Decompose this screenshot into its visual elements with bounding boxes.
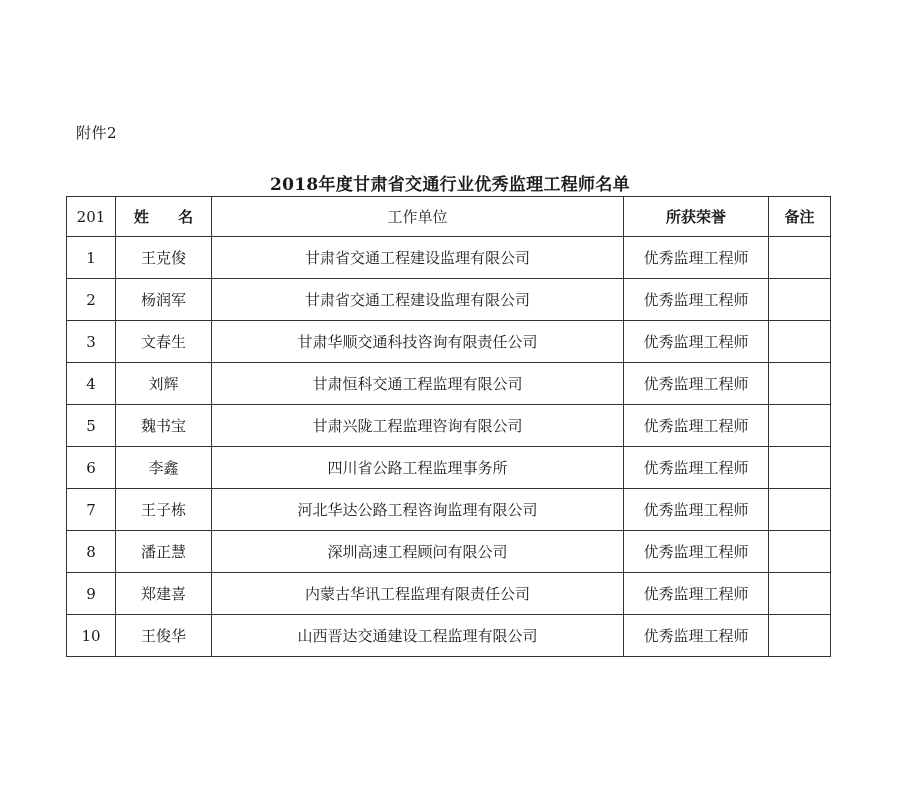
- row-number: 2: [67, 279, 116, 321]
- row-work-unit: 甘肃省交通工程建设监理有限公司: [212, 279, 624, 321]
- row-number: 8: [67, 531, 116, 573]
- header-honor: 所获荣誉: [624, 197, 769, 237]
- row-number: 3: [67, 321, 116, 363]
- row-remark: [769, 321, 831, 363]
- row-honor: 优秀监理工程师: [624, 489, 769, 531]
- row-remark: [769, 489, 831, 531]
- row-honor: 优秀监理工程师: [624, 363, 769, 405]
- row-honor: 优秀监理工程师: [624, 573, 769, 615]
- row-work-unit: 甘肃恒科交通工程监理有限公司: [212, 363, 624, 405]
- row-work-unit: 河北华达公路工程咨询监理有限公司: [212, 489, 624, 531]
- row-number: 7: [67, 489, 116, 531]
- row-number: 10: [67, 615, 116, 657]
- row-number: 4: [67, 363, 116, 405]
- table-row: [67, 237, 831, 279]
- row-work-unit: 内蒙古华讯工程监理有限责任公司: [212, 573, 624, 615]
- row-work-unit: 甘肃省交通工程建设监理有限公司: [212, 237, 624, 279]
- row-number: 9: [67, 573, 116, 615]
- row-honor: 优秀监理工程师: [624, 321, 769, 363]
- table-row: [67, 531, 831, 573]
- row-honor: 优秀监理工程师: [624, 531, 769, 573]
- header-row: [67, 197, 831, 237]
- attachment-label: 附件2: [76, 124, 118, 142]
- row-name: 李鑫: [116, 447, 212, 489]
- row-honor: 优秀监理工程师: [624, 405, 769, 447]
- row-remark: [769, 447, 831, 489]
- row-remark: [769, 573, 831, 615]
- table-row: [67, 279, 831, 321]
- document-title: 2018年度甘肃省交通行业优秀监理工程师名单: [270, 175, 630, 195]
- row-honor: 优秀监理工程师: [624, 615, 769, 657]
- table-row: [67, 447, 831, 489]
- header-unit: 工作单位: [212, 197, 624, 237]
- table-header: [67, 197, 831, 237]
- table-row: [67, 405, 831, 447]
- row-name: 刘辉: [116, 363, 212, 405]
- row-remark: [769, 405, 831, 447]
- row-remark: [769, 279, 831, 321]
- row-work-unit: 深圳高速工程顾问有限公司: [212, 531, 624, 573]
- row-name: 王俊华: [116, 615, 212, 657]
- row-number: 6: [67, 447, 116, 489]
- row-name: 王子栋: [116, 489, 212, 531]
- table-row: [67, 573, 831, 615]
- table-row: [67, 321, 831, 363]
- row-work-unit: 四川省公路工程监理事务所: [212, 447, 624, 489]
- row-name: 王克俊: [116, 237, 212, 279]
- row-honor: 优秀监理工程师: [624, 237, 769, 279]
- row-honor: 优秀监理工程师: [624, 447, 769, 489]
- row-work-unit: 甘肃兴陇工程监理咨询有限公司: [212, 405, 624, 447]
- row-remark: [769, 531, 831, 573]
- honor-list-table: [66, 196, 831, 657]
- row-name: 潘正慧: [116, 531, 212, 573]
- row-name: 文春生: [116, 321, 212, 363]
- row-remark: [769, 615, 831, 657]
- header-remark: 备注: [769, 197, 831, 237]
- row-work-unit: 山西晋达交通建设工程监理有限公司: [212, 615, 624, 657]
- header-name-text: 姓 名: [133, 208, 206, 226]
- row-number: 5: [67, 405, 116, 447]
- header-name: [116, 197, 212, 237]
- row-name: 郑建喜: [116, 573, 212, 615]
- table-row: [67, 615, 831, 657]
- row-remark: [769, 363, 831, 405]
- row-name: 魏书宝: [116, 405, 212, 447]
- row-remark: [769, 237, 831, 279]
- row-honor: 优秀监理工程师: [624, 279, 769, 321]
- table-row: [67, 363, 831, 405]
- table-body: [67, 237, 831, 657]
- row-work-unit: 甘肃华顺交通科技咨询有限责任公司: [212, 321, 624, 363]
- table-row: [67, 489, 831, 531]
- header-no: 201: [67, 197, 116, 237]
- row-name: 杨润军: [116, 279, 212, 321]
- row-number: 1: [67, 237, 116, 279]
